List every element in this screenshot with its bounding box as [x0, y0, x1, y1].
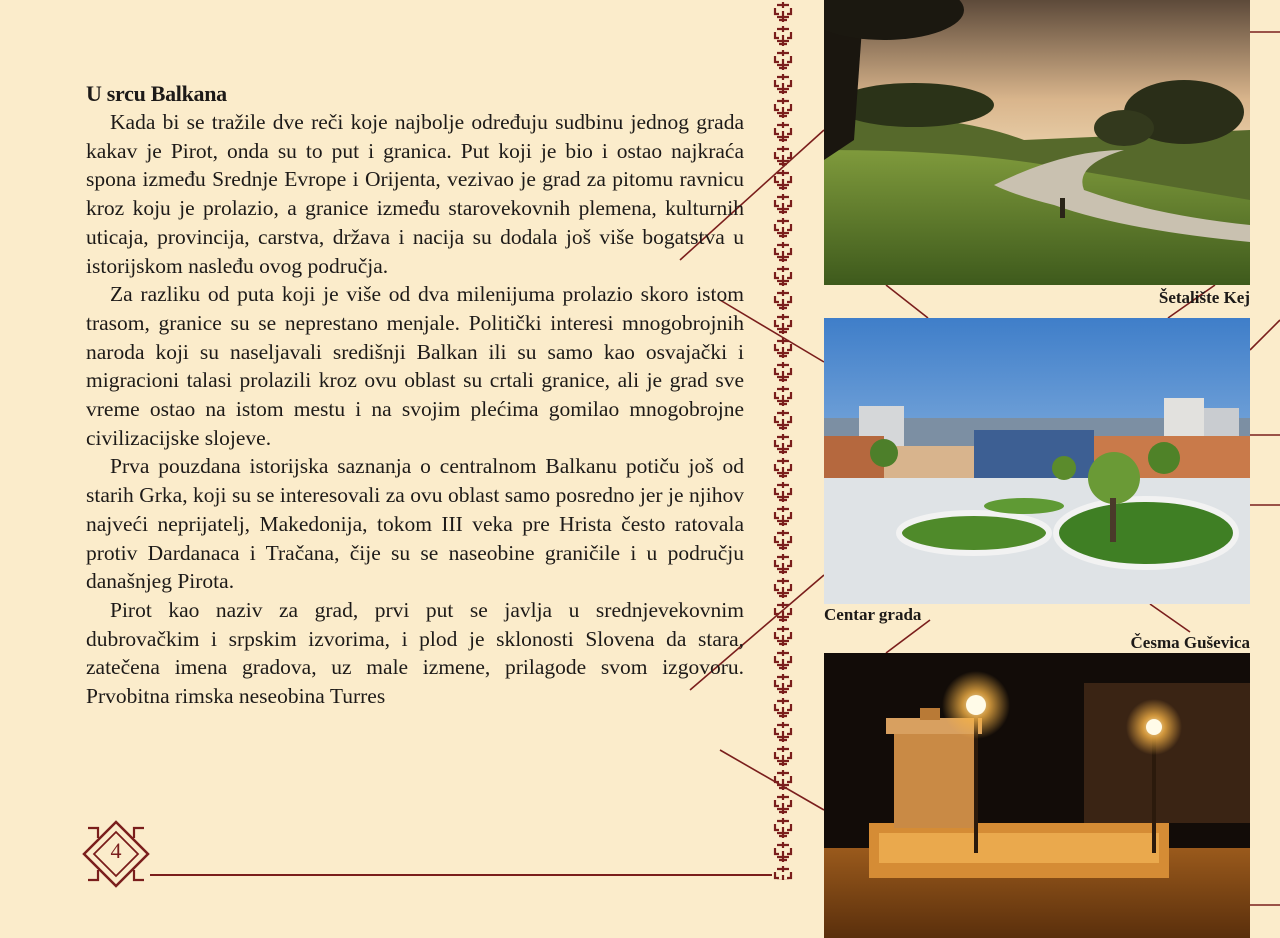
article: [86, 80, 744, 711]
article-paragraph: Prva pouzdana istorijska saznanja o centralnom Balkanu potiču još od starih Grka, koji su se interesovali za ovu oblast samo posredno jer je njihov najveći neprijatelj, Makedonija, tokom III veka pre Hrista često ratovala protiv Dardanaca i Tračana, čije su se naseobine graničile i u području današnjeg Pirota.: [86, 454, 744, 594]
caption-centar-grada: Centar grada: [824, 605, 922, 624]
footer-rule: [150, 874, 772, 876]
caption-setaliste-kej: Šetalište Kej: [1158, 288, 1250, 307]
caption-cesma-gusevica: Česma Guševica: [1130, 633, 1250, 652]
article-paragraph: Pirot kao naziv za grad, prvi put se javlja u srednjevekovnim dubrovačkim i srpskim izvorima, i plod je sklonosti Slovena da stara, zatečena imena gradova, uz male izmene, prilagode svom izgovoru. Prvobitna rimska neseobina Turres: [86, 597, 744, 709]
photo-centar-grada: [824, 318, 1250, 604]
article-paragraph: Kada bi se tražile dve reči koje najbolje određuju sudbinu jednog grada kakav je Pirot, onda su to put i granica. Put koji je bio i ostao najkraća spona između Srednje Evrope i Orijenta, vezivao je grad za pitomu ravnicu kroz koju je prolazio, a granice između starovekovnih plemena, kulturnih uticaja, provincija, carstva, država i nacija su dodala još više bogatstva u istorijskom nasleđu ovog područja.: [86, 110, 744, 278]
photo-cesma-gusevica: [824, 653, 1250, 938]
ornamental-border: [768, 0, 798, 880]
article-paragraph: Za razliku od puta koji je više od dva milenijuma prolazio skoro istom trasom, granice su se neprestano menjale. Politički interesi mnogobrojnih naroda koji su naseljavali središnji Balkan ili su samo kao osvajački i migracioni talasi prolazili kroz ovu oblast su crtali granice, ali je grad sve vreme ostao na istom mestu i na svojim plećima gomilao mnogobrojne civilizacijske slojeve.: [86, 282, 744, 450]
photo-setaliste-kej: [824, 0, 1250, 285]
section-title: U srcu Balkana: [86, 81, 227, 106]
page-number: 4: [110, 838, 122, 863]
